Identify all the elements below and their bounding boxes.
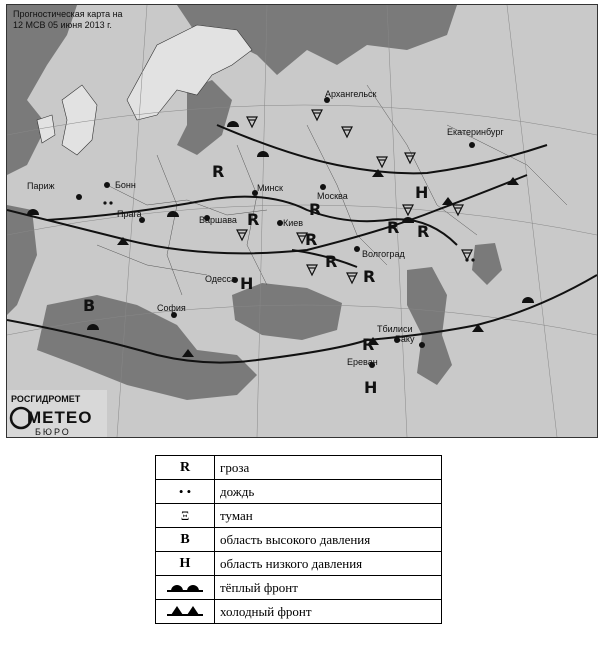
legend-row [156, 480, 442, 504]
high-pressure-icon: В [83, 296, 96, 315]
storm-icon: R [247, 210, 260, 229]
forecast-map [6, 4, 598, 438]
fog-icon [312, 110, 322, 120]
meteo-logo [7, 390, 107, 437]
uk-island [62, 85, 97, 155]
water-areas [7, 5, 502, 400]
legend-symbol-high: В [156, 528, 215, 552]
city-baku: Баку [395, 334, 415, 344]
storm-icon: R [387, 218, 400, 237]
legend-row [156, 576, 442, 600]
fog-icon [342, 127, 352, 137]
storm-icon: R [309, 200, 322, 219]
city-varshava: Варшава [199, 215, 237, 225]
city-tbilisi: Тбилиси [377, 324, 413, 334]
low-pressure-icon: Н [415, 183, 429, 202]
legend-label-warm: тёплый фронт [215, 576, 442, 600]
legend-label-rain: дождь [215, 480, 442, 504]
city-odessa: Одесса [205, 274, 237, 284]
legend-symbol-storm: R [156, 456, 215, 480]
warm-front-icon [165, 579, 205, 593]
cold-front-icon [165, 603, 205, 617]
logo-line2: МЕТЕО [27, 408, 93, 427]
legend-symbol-low: Н [156, 552, 215, 576]
logo-line1: РОСГИДРОМЕТ [11, 394, 81, 404]
fog-icon [377, 157, 387, 167]
storm-icon: R [417, 222, 430, 241]
city-minsk: Минск [257, 183, 283, 193]
storm-icon: R [325, 252, 338, 271]
legend-symbol-cold [156, 600, 215, 624]
low-pressure-icon: Н [364, 378, 378, 397]
fog-icon [237, 230, 247, 240]
city-moskva: Москва [317, 191, 348, 201]
city-sofia: София [157, 303, 186, 313]
storm-icon: R [363, 267, 376, 286]
legend-row [156, 600, 442, 624]
map-canvas [7, 5, 597, 437]
atlantic-south [7, 205, 37, 315]
legend-label-fog: туман [215, 504, 442, 528]
city-bonn: Бонн [115, 180, 136, 190]
storm-icon: R [305, 230, 318, 249]
legend-label-storm: гроза [215, 456, 442, 480]
city-kiev: Киев [283, 218, 304, 228]
fog-icon [307, 265, 317, 275]
legend-symbol-fog: Ξ [156, 504, 215, 528]
map-title-line1: Прогностическая карта на [13, 9, 123, 19]
storm-icon: R [212, 162, 225, 181]
city-erevan: Ереван [347, 357, 378, 367]
fog-icon [247, 117, 257, 127]
legend-row [156, 552, 442, 576]
city-ekaterinburg: Екатеринбург [447, 127, 504, 137]
fog-icon [347, 273, 357, 283]
legend-label-high: область высокого давления [215, 528, 442, 552]
city-volgograd: Волгоград [362, 249, 405, 259]
low-pressure-icon: Н [240, 274, 254, 293]
aral-sea [472, 243, 502, 285]
legend-label-low: область низкого давления [215, 552, 442, 576]
mediterranean-sea [37, 295, 257, 400]
fog-icon [403, 205, 413, 215]
city-praga: Прага [117, 209, 142, 219]
logo-line3: БЮРО [35, 427, 71, 437]
legend-table [155, 455, 442, 624]
legend-symbol-warm [156, 576, 215, 600]
legend-symbol-rain: • • [156, 480, 215, 504]
legend-label-cold: холодный фронт [215, 600, 442, 624]
legend-row [156, 456, 442, 480]
legend-row [156, 504, 442, 528]
caspian-sea [407, 267, 452, 385]
city-arkhangelsk: Архангельск [325, 89, 377, 99]
city-paris: Париж [27, 181, 55, 191]
atlantic-ocean [7, 5, 77, 175]
storm-icon: R [362, 335, 375, 354]
legend-row [156, 528, 442, 552]
map-title-line2: 12 МСВ 05 июня 2013 г. [13, 20, 112, 30]
fog-symbols [237, 110, 472, 283]
